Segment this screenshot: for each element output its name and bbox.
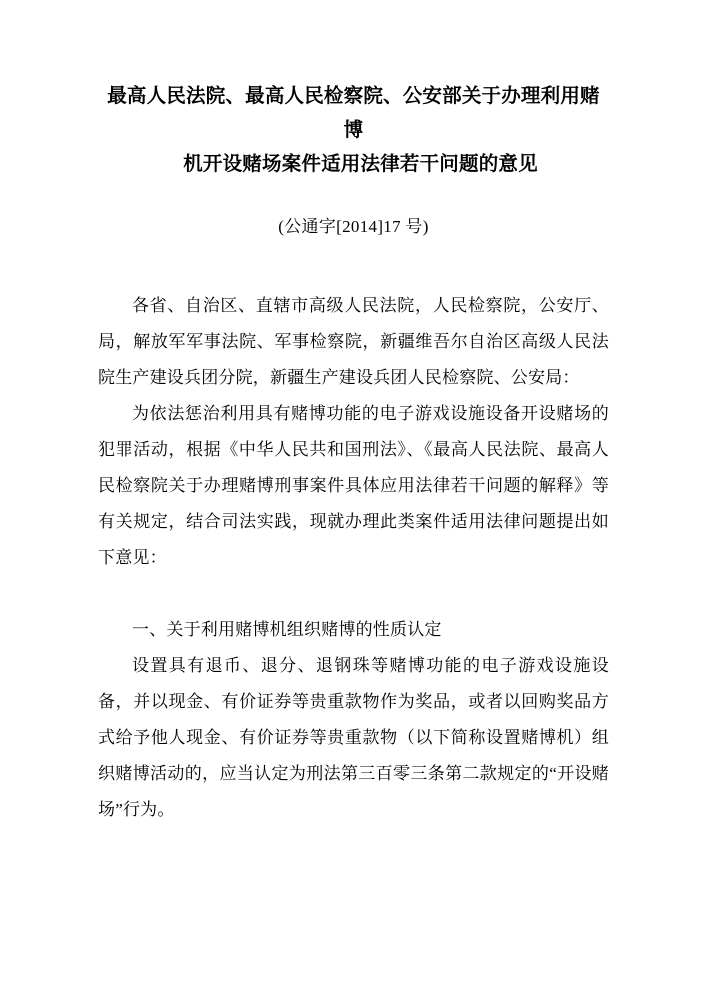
document-number: (公通字[2014]17 号) [278, 217, 429, 236]
recipients-paragraph: 各省、自治区、直辖市高级人民法院，人民检察院，公安厅、局，解放军军事法院、军事检察院，新疆维吾尔自治区高级人民法院生产建设兵团分院，新疆生产建设兵团人民检察院、公安局： [98, 296, 609, 387]
document-body [98, 288, 609, 828]
document-title-line-1: 最高人民法院、最高人民检察院、公安部关于办理利用赌博 [107, 86, 600, 141]
document-title-line-2: 机开设赌场案件适用法律若干问题的意见 [183, 154, 538, 175]
section-one-body: 设置具有退币、退分、退钢珠等赌博功能的电子游戏设施设备，并以现金、有价证券等贵重款物作为奖品，或者以回购奖品方式给予他人现金、有价证券等贵重款物（以下简称设置赌博机）组织赌博活动的，应当认定为刑法第三百零三条第二款规定的“开设赌场”行为。 [98, 656, 609, 819]
preamble-paragraph: 为依法惩治利用具有赌博功能的电子游戏设施设备开设赌场的犯罪活动，根据《中华人民共和国刑法》、《最高人民法院、最高人民检察院关于办理赌博刑事案件具体应用法律若干问题的解释》等有关规定，结合司法实践，现就办理此类案件适用法律问题提出如下意见： [98, 404, 609, 567]
section-one-heading: 一、关于利用赌博机组织赌博的性质认定 [132, 620, 442, 639]
section-one [98, 612, 609, 828]
document-title [98, 80, 609, 182]
